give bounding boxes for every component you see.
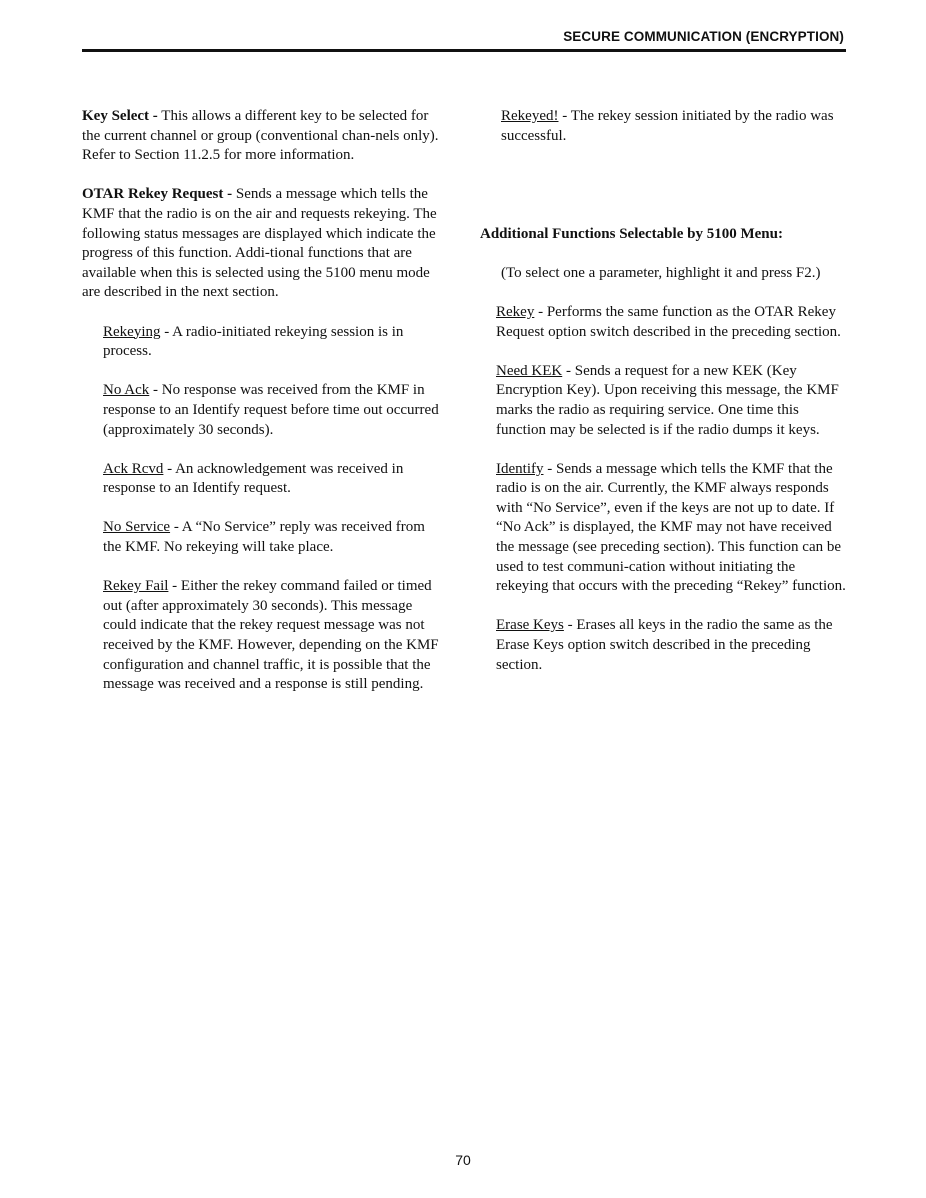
otar-rekey-paragraph: [82, 185, 446, 303]
rekey-fail-paragraph: [82, 577, 446, 695]
rekeyed-term: Rekeyed!: [501, 108, 559, 124]
erase-keys-term: Erase Keys: [496, 617, 564, 634]
no-ack-text: - No response was received from the KMF in response to an Identify request before time out occurred (approximately 30 seconds).: [103, 382, 439, 438]
need-kek-term: Need KEK: [496, 362, 563, 379]
rekeying-term: Rekeying: [103, 323, 161, 340]
no-service-paragraph: [82, 518, 446, 557]
section-heading: Additional Functions Selectable by 5100 Menu:: [480, 225, 783, 242]
rekeyed-paragraph: [480, 107, 846, 146]
left-column: [82, 107, 446, 714]
rekey-fail-term: Rekey Fail: [103, 578, 169, 595]
identify-term: Identify: [496, 460, 544, 477]
rekey-paragraph: [480, 303, 846, 342]
no-service-text: - A “No Service” reply was received from the KMF. No rekeying will take place.: [103, 519, 425, 556]
page-header-title: SECURE COMMUNICATION (ENCRYPTION): [563, 29, 844, 44]
page-number: 70: [455, 1152, 471, 1168]
right-column: [480, 107, 846, 695]
no-ack-paragraph: [82, 381, 446, 440]
no-service-term: No Service: [103, 519, 171, 536]
ack-rcvd-paragraph: [82, 460, 446, 499]
header-divider: [82, 49, 846, 52]
rekey-text: - Performs the same function as the OTAR Rekey Request option switch described in the preceding section.: [496, 303, 841, 340]
identify-paragraph: [480, 460, 846, 597]
otar-rekey-term: OTAR Rekey Request -: [82, 186, 233, 203]
key-select-text: This allows a different key to be selected for the current channel or group (conventional chan-nels only). Refer to Section 11.2.5 for more information.: [82, 108, 439, 164]
rekeyed-text: - The rekey session initiated by the radio was successful.: [501, 108, 834, 144]
rekeying-paragraph: [82, 323, 446, 362]
need-kek-paragraph: [480, 362, 846, 440]
key-select-paragraph: [82, 107, 446, 166]
identify-text: - Sends a message which tells the KMF that the radio is on the air. Currently, the KMF always responds with “No Service”, even if the keys are not up to date. If “No Ack” is displayed, the KMF may not have received the message (see preceding section). This function can be used to test communi-cation without initiating the rekeying that occurs with the preceding “Rekey” function.: [496, 460, 846, 595]
rekey-term: Rekey: [496, 303, 535, 320]
need-kek-text: - Sends a request for a new KEK (Key Encryption Key). Upon receiving this message, the KMF marks the radio as requiring service. One time this function may be selected is if the radio dumps it keys.: [496, 362, 839, 438]
no-ack-term: No Ack: [103, 382, 150, 399]
section-note: (To select one a parameter, highlight it and press F2.): [501, 264, 821, 281]
rekeying-text: - A radio-initiated rekeying session is in process.: [103, 323, 404, 360]
ack-rcvd-text: - An acknowledgement was received in response to an Identify request.: [103, 460, 404, 497]
key-select-term: Key Select -: [82, 108, 158, 124]
otar-rekey-text: Sends a message which tells the KMF that the radio is on the air and requests rekeying. The following status messages are displayed which indicate the progress of this function. Addi-tional functions that are available when this is selected using the 5100 menu mode are described in the next section.: [82, 186, 437, 301]
rekey-fail-text: - Either the rekey command failed or timed out (after approximately 30 seconds). This message could indicate that the rekey request message was not received by the KMF. However, depending on the KMF configuration and channel traffic, it is possible that the message was received and a response is still pending.: [103, 578, 439, 693]
erase-keys-text: - Erases all keys in the radio the same as the Erase Keys option switch described in the preceding section.: [496, 617, 833, 673]
ack-rcvd-term: Ack Rcvd: [103, 460, 164, 477]
erase-keys-paragraph: [480, 616, 846, 675]
